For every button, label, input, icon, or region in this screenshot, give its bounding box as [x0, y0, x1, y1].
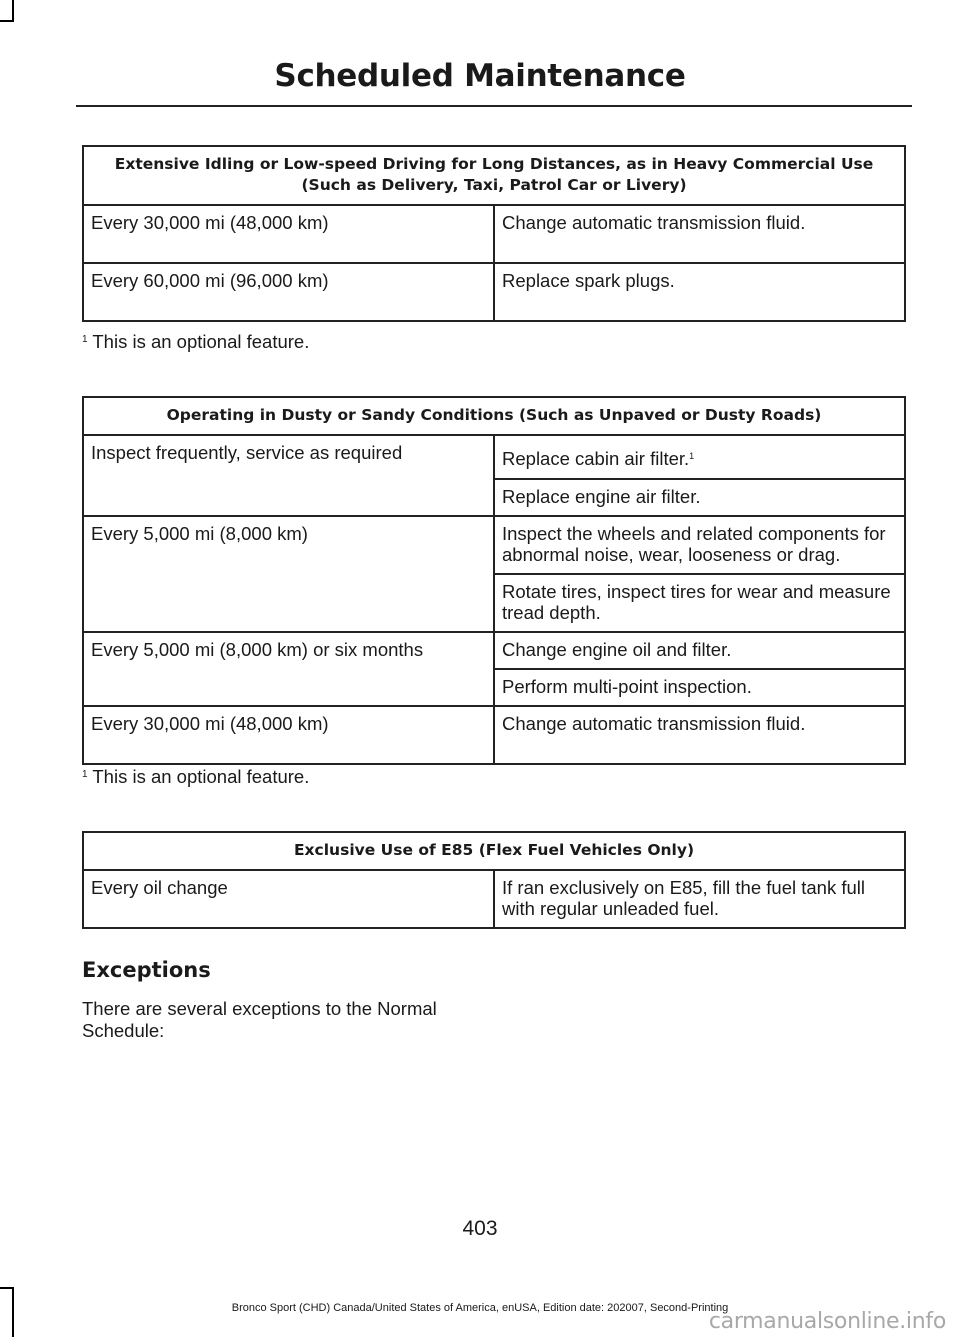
action-cell: Change automatic transmission fluid. [494, 706, 905, 764]
table-row [83, 205, 905, 263]
table-row [83, 435, 905, 479]
interval-cell: Every oil change [83, 870, 494, 928]
action-cell: Change engine oil and filter. [494, 632, 905, 669]
interval-cell: Every 5,000 mi (8,000 km) or six months [83, 632, 494, 706]
action-cell: If ran exclusively on E85, fill the fuel tank full with regular unleaded fuel. [494, 870, 905, 928]
action-text: Replace cabin air filter. [502, 448, 690, 469]
interval-cell: Inspect frequently, service as required [83, 435, 494, 516]
table-row [83, 706, 905, 764]
footnote-marker: 1 [689, 451, 695, 461]
table-row [83, 263, 905, 321]
interval-cell: Every 5,000 mi (8,000 km) [83, 516, 494, 632]
table-heading: Exclusive Use of E85 (Flex Fuel Vehicles Only) [83, 832, 905, 870]
footnote-marker: 1 [82, 769, 88, 780]
edition-footer: Bronco Sport (CHD) Canada/United States of America, enUSA, Edition date: 202007, Second-Printing [231, 1302, 729, 1314]
page-title: Scheduled Maintenance [274, 58, 686, 94]
page-number: 403 [462, 1217, 498, 1240]
interval-cell: Every 30,000 mi (48,000 km) [83, 205, 494, 263]
action-cell: Rotate tires, inspect tires for wear and measure tread depth. [494, 574, 905, 632]
maintenance-table-e85 [82, 831, 906, 929]
footnote [82, 766, 309, 788]
crop-mark [12, 0, 14, 20]
title-divider [76, 105, 912, 107]
footnote-text: This is an optional feature. [92, 331, 310, 352]
action-cell: Change automatic transmission fluid. [494, 205, 905, 263]
watermark-text: carmanualsonline.info [708, 1309, 946, 1334]
footnote-text: This is an optional feature. [92, 766, 310, 787]
maintenance-table-heavy-commercial [82, 145, 906, 322]
footnote-marker: 1 [82, 334, 88, 345]
action-cell: Perform multi-point inspection. [494, 669, 905, 706]
exceptions-paragraph: There are several exceptions to the Normal Schedule: [82, 998, 437, 1041]
crop-mark [0, 1287, 14, 1289]
table-row [83, 870, 905, 928]
table-heading: Operating in Dusty or Sandy Conditions (Such as Unpaved or Dusty Roads) [83, 397, 905, 435]
action-cell [494, 435, 905, 479]
footnote [82, 331, 309, 353]
interval-cell: Every 30,000 mi (48,000 km) [83, 706, 494, 764]
table-row [83, 632, 905, 669]
interval-cell: Every 60,000 mi (96,000 km) [83, 263, 494, 321]
action-cell: Inspect the wheels and related components for abnormal noise, wear, looseness or drag. [494, 516, 905, 574]
action-cell: Replace engine air filter. [494, 479, 905, 516]
crop-mark [0, 20, 14, 22]
action-cell: Replace spark plugs. [494, 263, 905, 321]
section-heading-exceptions: Exceptions [82, 958, 211, 982]
maintenance-table-dusty-conditions [82, 396, 906, 765]
table-heading: Extensive Idling or Low-speed Driving for Long Distances, as in Heavy Commercial Use (Such as Delivery, Taxi, Patrol Car or Livery) [83, 146, 905, 205]
table-row [83, 516, 905, 574]
